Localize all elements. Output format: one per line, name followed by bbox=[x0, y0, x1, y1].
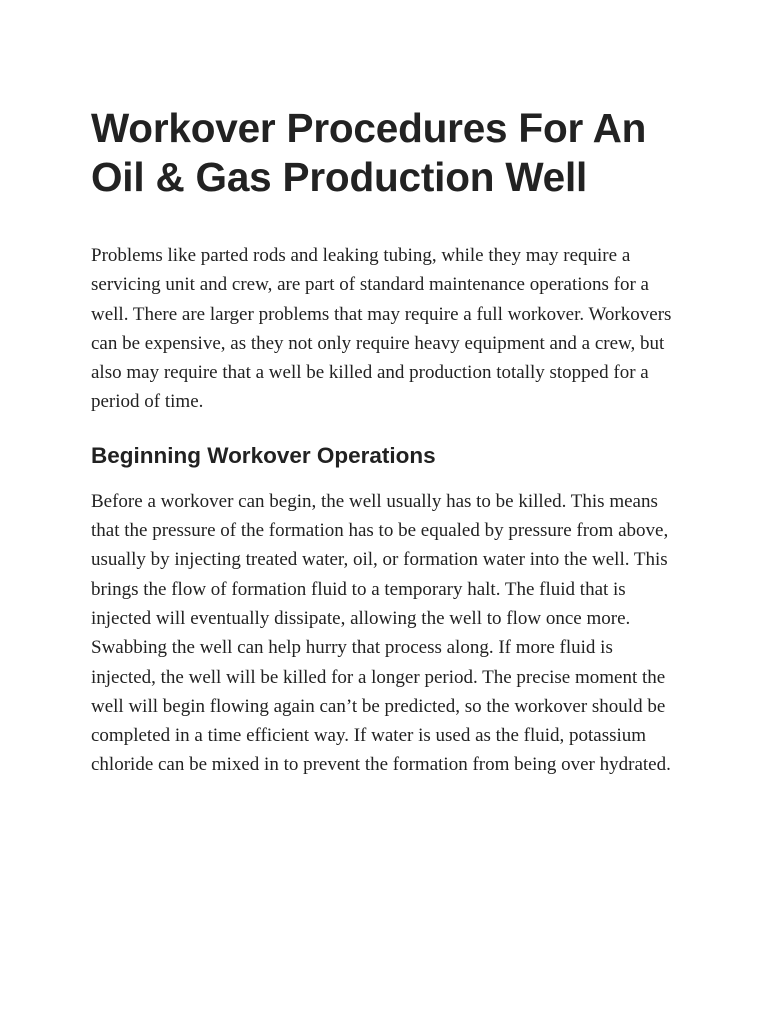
intro-paragraph: Problems like parted rods and leaking tubing, while they may require a servicing unit and crew, are part of standard maintenance operations for a well. There are larger problems that may require a full workover. Workovers can be expensive, as they not only require heavy equipment and a crew, but also may require that a well be killed and production totally stopped for a period of time. bbox=[91, 245, 672, 413]
section-paragraph: Before a workover can begin, the well usually has to be killed. This means that the pressure of the formation has to be equaled by pressure from above, usually by injecting treated water, oil, or formation water into the well. This brings the flow of formation fluid to a temporary halt. The fluid that is injected will eventually dissipate, allowing the well to flow once more. Swabbing the well can help hurry that process along. If more fluid is injected, the well will be killed for a longer period. The precise moment the well will begin flowing again can’t be predicted, so the workover should be completed in a time efficient way. If water is used as the fluid, potassium chloride can be mixed in to prevent the formation from being over hydrated. bbox=[91, 490, 671, 776]
section-heading: Beginning Workover Operations bbox=[91, 442, 436, 468]
document-page bbox=[91, 104, 681, 780]
page-title: Workover Procedures For An Oil & Gas Production Well bbox=[91, 105, 647, 200]
